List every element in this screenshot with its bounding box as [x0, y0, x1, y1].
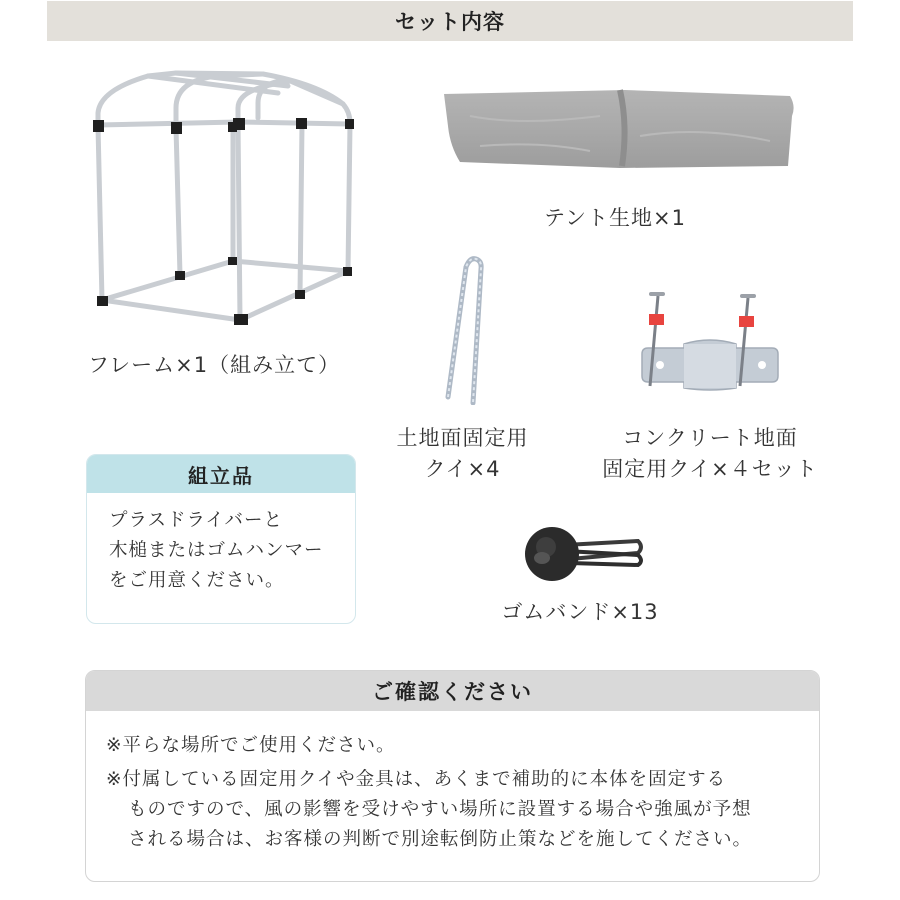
- ground-stake-image: [440, 255, 500, 405]
- assembly-note-box: [86, 454, 356, 624]
- tent-fabric-caption: テント生地×1: [544, 206, 686, 230]
- ground-stake-caption-line1: 土地面固定用: [396, 426, 529, 450]
- section-title: セット内容: [395, 10, 505, 34]
- ball-bungee-icon: [520, 525, 645, 583]
- concrete-stake-caption-line1: コンクリート地面: [622, 426, 798, 450]
- rubber-band-caption: ゴムバンド×13: [501, 600, 659, 624]
- assembly-note-title: 組立品: [188, 463, 254, 488]
- anchor-bracket-icon: [640, 292, 780, 392]
- u-stake-icon: [440, 255, 500, 405]
- tent-frame-icon: [88, 68, 360, 333]
- rubber-band-image: [520, 525, 645, 583]
- confirm-title: ご確認ください: [372, 680, 533, 704]
- ground-stake-caption-line2: クイ×4: [424, 457, 501, 481]
- assembly-note-line: をご用意ください。: [109, 570, 285, 591]
- assembly-note-header: [87, 455, 355, 493]
- confirm-note-2-line-1: ※付属している固定用クイや金具は、あくまで補助的に本体を固定する: [106, 769, 727, 790]
- rolled-fabric-icon: [440, 86, 795, 190]
- confirm-header: [86, 671, 819, 711]
- confirm-note-1: ※平らな場所でご使用ください。: [106, 735, 396, 756]
- confirm-note-2-line-2: ものですので、風の影響を受けやすい場所に設置する場合や強風が予想: [128, 799, 752, 820]
- concrete-stake-image: [640, 292, 780, 392]
- frame-caption: フレーム×1（組み立て）: [88, 353, 341, 377]
- assembly-note-line: 木槌またはゴムハンマー: [109, 540, 324, 561]
- assembly-note-line: プラスドライバーと: [109, 510, 284, 531]
- tent-fabric-image: [440, 86, 795, 190]
- confirm-box: [85, 670, 820, 882]
- confirm-note-2-line-3: される場合は、お客様の判断で別途転倒防止策などを施してください。: [128, 829, 753, 850]
- confirm-body: [86, 711, 819, 855]
- section-header: [47, 1, 853, 41]
- concrete-stake-caption-line2: 固定用クイ×４セット: [602, 457, 818, 481]
- assembly-note-body: [87, 493, 355, 596]
- frame-image: [88, 68, 360, 333]
